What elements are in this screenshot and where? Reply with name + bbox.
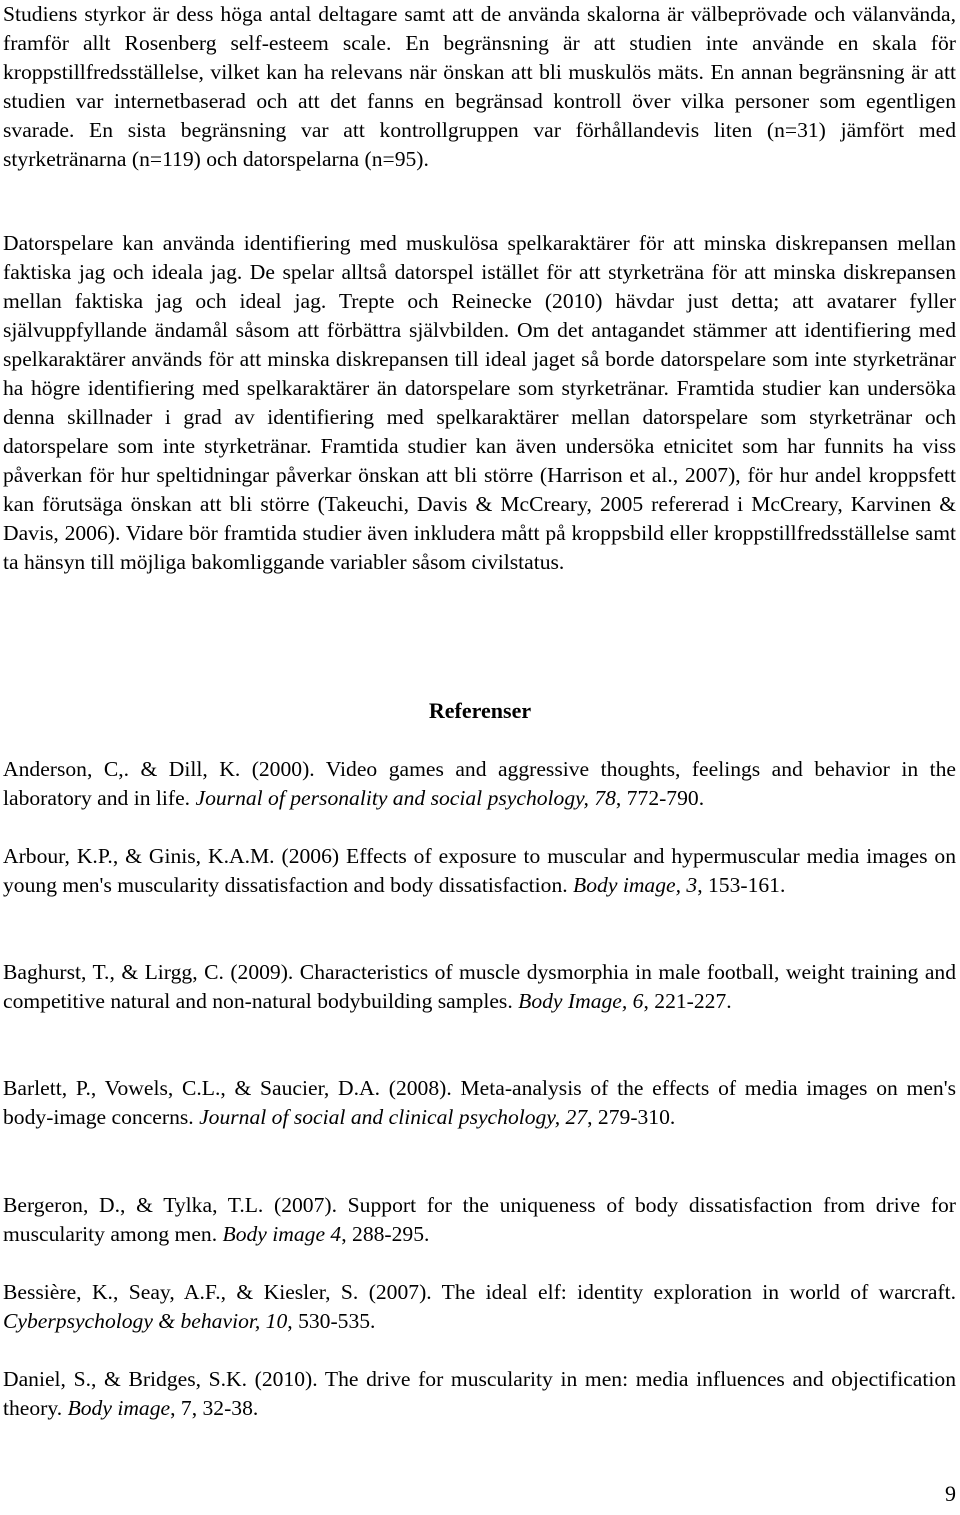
reference-lead: Anderson, C,. & Dill, K. (2000). Video games and aggressive thoughts, feelings and behavior in the laboratory and in life.	[3, 757, 956, 810]
reference-tail: , 772-790.	[615, 786, 705, 810]
page-number: 9	[945, 1481, 956, 1506]
reference-source: Cyberpsychology & behavior, 10	[3, 1309, 288, 1333]
reference-entry	[3, 842, 956, 900]
reference-lead: Barlett, P., Vowels, C.L., & Saucier, D.A. (2008). Meta-analysis of the effects of media images on men's body-image concerns.	[3, 1076, 956, 1129]
reference-tail: , 153-161.	[697, 873, 786, 897]
reference-source: Journal of social and clinical psychology, 27	[199, 1105, 588, 1129]
body-paragraph-limitations: Studiens styrkor är dess höga antal deltagare samt att de använda skalorna är välbeprövade och välanvända, framför allt Rosenberg self-esteem scale. En begränsning är att studien inte använde en skala för kroppstillfredsställelse, vilket kan ha relevans när önskan att bli muskulös mäts. En annan begränsning är att studien var internetbaserad och att det fanns en begränsad kontroll över vilka personer som egentligen svarade. En sista begränsning var att kontrollgruppen var förhållandevis liten (n=31) jämfört med styrketränarna (n=119) och datorspelarna (n=95).	[3, 2, 956, 171]
reference-entry	[3, 958, 956, 1016]
reference-lead: Bessière, K., Seay, A.F., & Kiesler, S. (2007). The ideal elf: identity exploration in world of warcraft.	[3, 1280, 956, 1304]
reference-tail: , 530-535.	[287, 1309, 376, 1333]
reference-lead: Arbour, K.P., & Ginis, K.A.M. (2006) Effects of exposure to muscular and hypermuscular media images on young men's muscularity dissatisfaction and body dissatisfaction.	[3, 844, 956, 897]
reference-source: Body Image, 6	[518, 989, 644, 1013]
reference-source: Body image 4	[222, 1222, 342, 1246]
reference-entry	[3, 755, 956, 813]
reference-lead: Baghurst, T., & Lirgg, C. (2009). Characteristics of muscle dysmorphia in male football, weight training and competitive natural and non-natural bodybuilding samples.	[3, 960, 956, 1013]
reference-entry	[3, 1074, 956, 1132]
reference-entry	[3, 1191, 956, 1249]
reference-tail: , 288-295.	[341, 1222, 430, 1246]
references-heading: Referenser	[428, 698, 532, 723]
reference-source: Body image, 3	[573, 873, 698, 897]
reference-lead: Bergeron, D., & Tylka, T.L. (2007). Support for the uniqueness of body dissatisfaction from drive for muscularity among men.	[3, 1193, 956, 1246]
reference-lead: Daniel, S., & Bridges, S.K. (2010). The drive for muscularity in men: media influences and objectification theory.	[3, 1367, 956, 1420]
reference-entry	[3, 1278, 956, 1336]
reference-tail: , 7, 32-38.	[170, 1396, 259, 1420]
reference-tail: , 279-310.	[587, 1105, 676, 1129]
reference-entry	[3, 1365, 956, 1423]
reference-source: Body image	[67, 1396, 171, 1420]
body-paragraph-future-research: Datorspelare kan använda identifiering med muskulösa spelkaraktärer för att minska diskrepansen mellan faktiska jag och ideala jag. De spelar alltså datorspel istället för att styrketräna för att minska diskrepansen mellan faktiska jag och ideal jag. Trepte och Reinecke (2010) hävdar just detta; att avatarer fyller självuppfyllande ändamål såsom att förbättra självbilden. Om det antagandet stämmer att identifiering med spelkaraktärer används för att minska diskrepansen till ideal jaget så borde datorspelare som inte styrketränar ha högre identifiering med spelkaraktärer än datorspelare som styrketränar. Framtida studier kan undersöka denna skillnader i grad av identifiering med spelkaraktärer mellan datorspelare som styrketränar och datorspelare som inte styrketränar. Framtida studier kan även undersöka etnicitet som har funnits ha viss påverkan för hur speltidningar påverkar önskan att bli större (Harrison et al., 2007), för hur andel kroppsfett kan förutsäga önskan att bli större (Takeuchi, Davis & McCreary, 2005 refererad i McCreary, Karvinen & Davis, 2006). Vidare bör framtida studier även inkludera mått på kroppsbild eller kroppstillfredsställelse samt ta hänsyn till möjliga bakomliggande variabler såsom civilstatus.	[3, 231, 956, 574]
reference-source: Journal of personality and social psychology, 78	[195, 786, 616, 810]
reference-tail: , 221-227.	[643, 989, 732, 1013]
